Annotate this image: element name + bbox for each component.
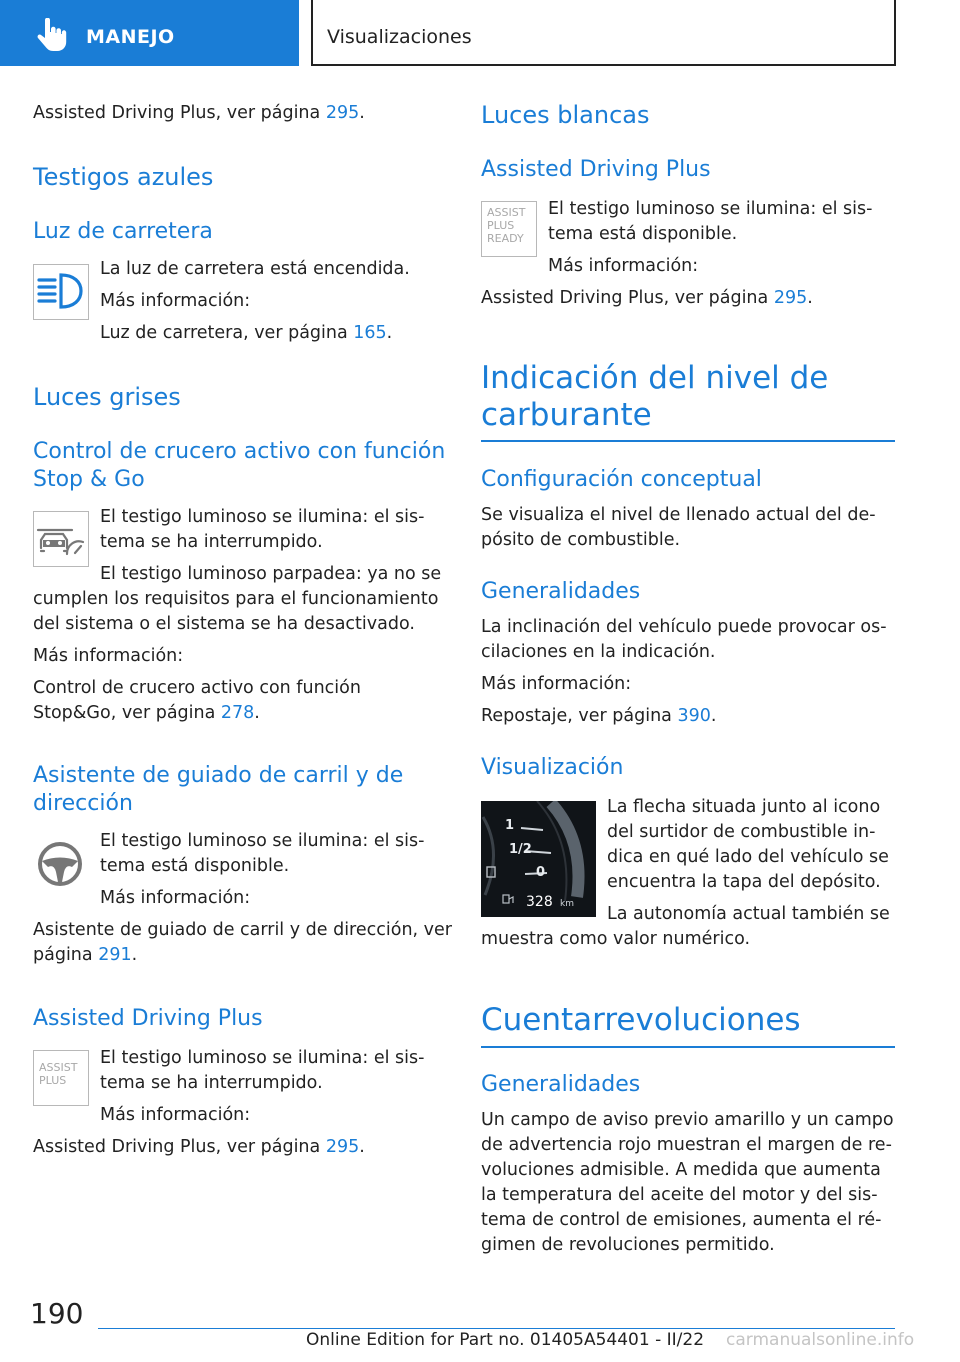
text-line: Assisted Driving Plus, ver página 295. — [481, 288, 813, 308]
heading-luz-carretera: Luz de carretera — [33, 219, 213, 244]
cruise-control-icon — [34, 512, 88, 566]
heading-luces-blancas: Luces blancas — [481, 101, 650, 129]
page-link[interactable]: 295 — [773, 288, 808, 308]
text-line: encuentra la tapa del depósito. — [607, 872, 881, 892]
text-line: tema está disponible. — [548, 224, 738, 244]
text-line: Assisted Driving Plus, ver página 295. — [33, 1137, 365, 1157]
text-line: Repostaje, ver página 390. — [481, 706, 717, 726]
section-label: MANEJO — [86, 26, 175, 48]
heading-crucero-2: Stop & Go — [33, 467, 145, 492]
heading-luces-grises: Luces grises — [33, 383, 181, 411]
text-line: El testigo luminoso se ilumina: el sis- — [100, 831, 425, 851]
text-line: Más información: — [33, 646, 184, 666]
page-link[interactable]: 390 — [677, 706, 711, 726]
text-line: cumplen los requisitos para el funcionamiento — [33, 589, 439, 609]
intro-text: Assisted Driving Plus, ver página 295. — [33, 103, 365, 123]
text-line: Un campo de aviso previo amarillo y un campo — [481, 1110, 894, 1130]
text-line: voluciones admisible. A medida que aumenta — [481, 1160, 881, 1180]
heading-generalidades: Generalidades — [481, 1072, 641, 1097]
footer-edition: Online Edition for Part no. 01405A54401 - II/22 carmanualsonline.info — [306, 1330, 915, 1350]
gauge-mark-full: 1 — [505, 818, 515, 833]
chapter-header — [311, 0, 896, 66]
gauge-range-value: 328 — [526, 894, 553, 910]
text-line: gimen de revoluciones permitido. — [481, 1235, 775, 1255]
text-line: tema se ha interrumpido. — [100, 1073, 323, 1093]
hand-pointer-icon — [36, 18, 68, 52]
text-line: Más información: — [481, 674, 632, 694]
text-line: tema está disponible. — [100, 856, 290, 876]
page-number: 190 — [30, 1297, 84, 1330]
heading-asistente-2: dirección — [33, 791, 133, 816]
text-line: La luz de carretera está encendida. — [100, 259, 410, 279]
page-link[interactable]: 291 — [98, 945, 132, 965]
text-line: Control de crucero activo con función — [33, 678, 361, 698]
assist-plus-ready-indicator — [481, 201, 537, 257]
text-line: El testigo luminoso se ilumina: el sis- — [548, 199, 873, 219]
text-line: Más información: — [100, 1105, 251, 1125]
text-line: cilaciones en la indicación. — [481, 642, 716, 662]
text-line: Luz de carretera, ver página 165. — [100, 323, 393, 343]
text-line: Más información: — [100, 888, 251, 908]
cruise-control-indicator — [33, 511, 89, 567]
high-beam-icon — [34, 265, 88, 319]
heading-nivel-1: Indicación del nivel de — [481, 360, 829, 396]
heading-generalidades: Generalidades — [481, 579, 641, 604]
heading-nivel-2: carburante — [481, 397, 652, 433]
steering-assist-indicator — [33, 836, 89, 892]
page-link[interactable]: 278 — [220, 703, 255, 723]
text-line: la temperatura del aceite del motor y del sis- — [481, 1185, 878, 1205]
assist-plus-ready-icon: ASSIST PLUS READY — [487, 206, 526, 245]
text-line: página 291. — [33, 945, 138, 965]
gauge-range-unit: km — [560, 899, 574, 909]
heading-assisted-driving-plus: Assisted Driving Plus — [33, 1006, 263, 1031]
text-line: tema se ha interrumpido. — [100, 532, 323, 552]
heading-cuentarrevoluciones: Cuentarrevoluciones — [481, 1002, 801, 1038]
footer-rule — [98, 1328, 895, 1329]
text-line: La flecha situada junto al icono — [607, 797, 881, 817]
text-line: La inclinación del vehículo puede provocar os- — [481, 617, 887, 637]
assist-plus-icon: ASSIST PLUS — [39, 1061, 78, 1087]
heading-visualizacion: Visualización — [481, 755, 624, 780]
text-line: La autonomía actual también se — [607, 904, 890, 924]
fuel-gauge-image — [481, 801, 596, 917]
text-line: dica en qué lado del vehículo se — [607, 847, 889, 867]
text-line: Más información: — [100, 291, 251, 311]
text-line: Asistente de guiado de carril y de dirección, ver — [33, 920, 452, 940]
text-line: de advertencia rojo muestran el margen de re- — [481, 1135, 892, 1155]
heading-asistente-1: Asistente de guiado de carril y de — [33, 763, 404, 788]
section-rule — [481, 1046, 895, 1048]
page-link[interactable]: 295 — [325, 1137, 360, 1157]
text-line: El testigo luminoso parpadea: ya no se — [100, 564, 442, 584]
text-line: Stop&Go, ver página 278. — [33, 703, 260, 723]
text-line: pósito de combustible. — [481, 530, 681, 550]
section-tab[interactable] — [0, 0, 299, 66]
text-line: El testigo luminoso se ilumina: el sis- — [100, 507, 425, 527]
page-link[interactable]: 295 — [325, 103, 360, 123]
heading-assisted-driving-plus: Assisted Driving Plus — [481, 157, 711, 182]
section-rule — [481, 440, 895, 442]
text-line: del sistema o el sistema se ha desactivado. — [33, 614, 415, 634]
text-line: muestra como valor numérico. — [481, 929, 751, 949]
text-line: Más información: — [548, 256, 699, 276]
steering-wheel-icon — [33, 836, 87, 890]
chapter-title: Visualizaciones — [327, 26, 472, 48]
watermark: carmanualsonline.info — [726, 1330, 915, 1350]
text-line: El testigo luminoso se ilumina: el sis- — [100, 1048, 425, 1068]
high-beam-indicator — [33, 264, 89, 320]
assist-plus-indicator — [33, 1050, 89, 1106]
page-link[interactable]: 165 — [353, 323, 387, 343]
gauge-mark-empty: 0 — [536, 865, 546, 880]
text-line: Se visualiza el nivel de llenado actual del de- — [481, 505, 876, 525]
heading-testigos-azules: Testigos azules — [33, 163, 214, 191]
heading-configuracion: Configuración conceptual — [481, 467, 762, 492]
heading-crucero-1: Control de crucero activo con función — [33, 439, 446, 464]
text-line: tema de control de emisiones, aumenta el ré- — [481, 1210, 882, 1230]
gauge-mark-half: 1/2 — [509, 842, 532, 857]
text-line: del surtidor de combustible in- — [607, 822, 876, 842]
